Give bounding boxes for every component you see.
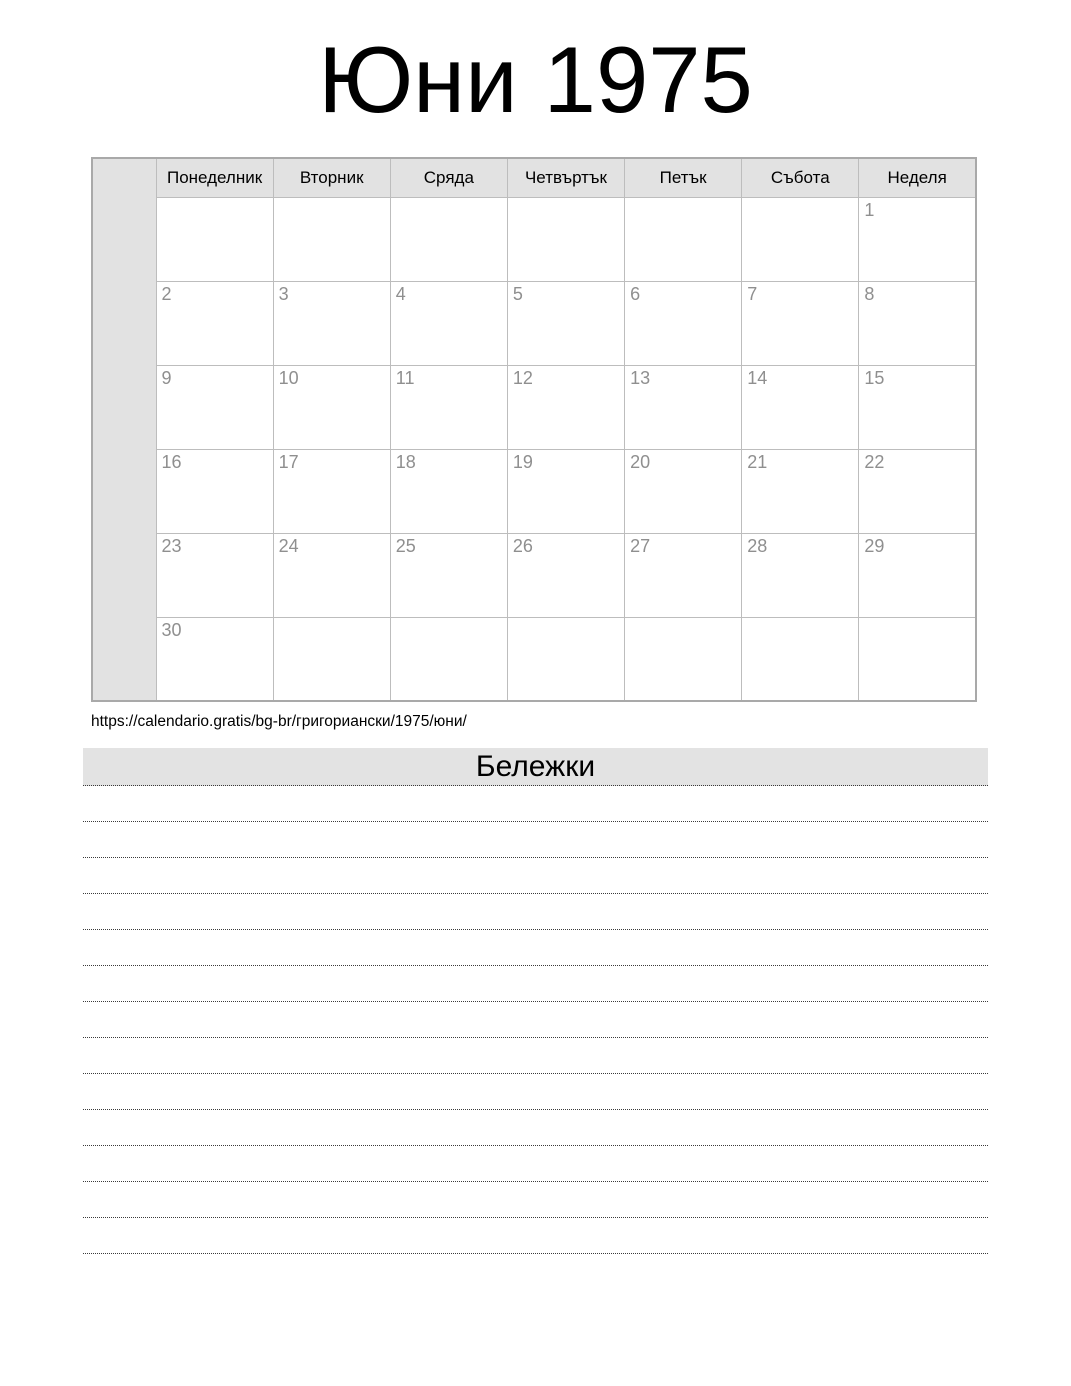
date-number: 16 xyxy=(161,451,182,472)
date-number: 3 xyxy=(278,283,289,304)
day-cell xyxy=(273,197,390,281)
weekday-header: Петък xyxy=(625,158,742,197)
day-cell xyxy=(625,449,742,533)
day-cell xyxy=(390,197,507,281)
day-cell xyxy=(859,365,976,449)
date-number: 13 xyxy=(630,367,651,388)
day-cell xyxy=(156,197,273,281)
date-number: 6 xyxy=(630,283,641,304)
day-cell xyxy=(273,365,390,449)
source-url: https://calendario.gratis/bg-br/григориански/1975/юни/ xyxy=(91,713,467,730)
day-cell xyxy=(156,617,273,701)
day-cell xyxy=(859,281,976,365)
date-number: 10 xyxy=(278,367,299,388)
day-cell xyxy=(390,449,507,533)
day-cell xyxy=(859,533,976,617)
date-number: 23 xyxy=(161,535,182,556)
day-cell xyxy=(507,281,624,365)
day-cell xyxy=(507,197,624,281)
day-cell xyxy=(625,365,742,449)
note-line xyxy=(83,966,988,1002)
note-line xyxy=(83,1074,988,1110)
day-cell xyxy=(156,449,273,533)
note-line xyxy=(83,822,988,858)
page-title: Юни 1975 xyxy=(318,27,753,132)
day-cell xyxy=(625,617,742,701)
day-cell xyxy=(742,449,859,533)
date-number: 4 xyxy=(395,283,406,304)
calendar-week-row xyxy=(92,197,976,281)
day-cell xyxy=(273,533,390,617)
calendar-week-row xyxy=(92,281,976,365)
day-cell xyxy=(156,281,273,365)
date-number: 22 xyxy=(864,451,885,472)
day-cell xyxy=(859,197,976,281)
note-line xyxy=(83,1146,988,1182)
note-line xyxy=(83,894,988,930)
day-cell xyxy=(390,281,507,365)
date-number: 8 xyxy=(864,283,875,304)
day-cell xyxy=(859,449,976,533)
notes-title: Бележки xyxy=(83,748,988,786)
day-cell xyxy=(507,449,624,533)
day-cell xyxy=(273,281,390,365)
day-cell xyxy=(859,617,976,701)
day-cell xyxy=(507,365,624,449)
weekday-header: Понеделник xyxy=(156,158,273,197)
day-cell xyxy=(273,617,390,701)
calendar-left-margin xyxy=(92,158,156,701)
weekday-header: Събота xyxy=(742,158,859,197)
date-number: 24 xyxy=(278,535,299,556)
notes-section xyxy=(83,748,988,1254)
calendar-week-row xyxy=(92,533,976,617)
date-number: 18 xyxy=(395,451,416,472)
day-cell xyxy=(742,617,859,701)
note-line xyxy=(83,1110,988,1146)
weekday-header: Вторник xyxy=(273,158,390,197)
date-number: 5 xyxy=(512,283,523,304)
day-cell xyxy=(390,617,507,701)
date-number: 27 xyxy=(630,535,651,556)
weekday-header: Неделя xyxy=(859,158,976,197)
day-cell xyxy=(156,533,273,617)
weekday-header-row xyxy=(92,158,976,197)
date-number: 2 xyxy=(161,283,172,304)
date-number: 14 xyxy=(747,367,768,388)
date-number: 11 xyxy=(395,367,415,388)
date-number: 17 xyxy=(278,451,299,472)
notes-lines xyxy=(83,786,988,1254)
calendar-table xyxy=(91,157,977,702)
date-number: 25 xyxy=(395,535,416,556)
day-cell xyxy=(742,197,859,281)
day-cell xyxy=(390,533,507,617)
day-cell xyxy=(625,197,742,281)
note-line xyxy=(83,1038,988,1074)
note-line xyxy=(83,930,988,966)
date-number: 20 xyxy=(630,451,651,472)
date-number: 30 xyxy=(161,619,182,640)
note-line xyxy=(83,1218,988,1254)
day-cell xyxy=(507,533,624,617)
note-line xyxy=(83,1002,988,1038)
date-number: 29 xyxy=(864,535,885,556)
date-number: 12 xyxy=(512,367,533,388)
note-line xyxy=(83,786,988,822)
note-line xyxy=(83,1182,988,1218)
weekday-header: Четвъртък xyxy=(507,158,624,197)
date-number: 1 xyxy=(864,199,875,220)
weekday-header: Сряда xyxy=(390,158,507,197)
date-number: 26 xyxy=(512,535,533,556)
date-number: 28 xyxy=(747,535,768,556)
date-number: 9 xyxy=(161,367,172,388)
date-number: 15 xyxy=(864,367,885,388)
day-cell xyxy=(390,365,507,449)
day-cell xyxy=(156,365,273,449)
date-number: 19 xyxy=(512,451,533,472)
calendar-week-row xyxy=(92,617,976,701)
day-cell xyxy=(742,365,859,449)
day-cell xyxy=(625,533,742,617)
date-number: 7 xyxy=(747,283,758,304)
day-cell xyxy=(273,449,390,533)
note-line xyxy=(83,858,988,894)
calendar-week-row xyxy=(92,365,976,449)
calendar-week-row xyxy=(92,449,976,533)
day-cell xyxy=(742,281,859,365)
day-cell xyxy=(625,281,742,365)
day-cell xyxy=(742,533,859,617)
date-number: 21 xyxy=(747,451,768,472)
day-cell xyxy=(507,617,624,701)
